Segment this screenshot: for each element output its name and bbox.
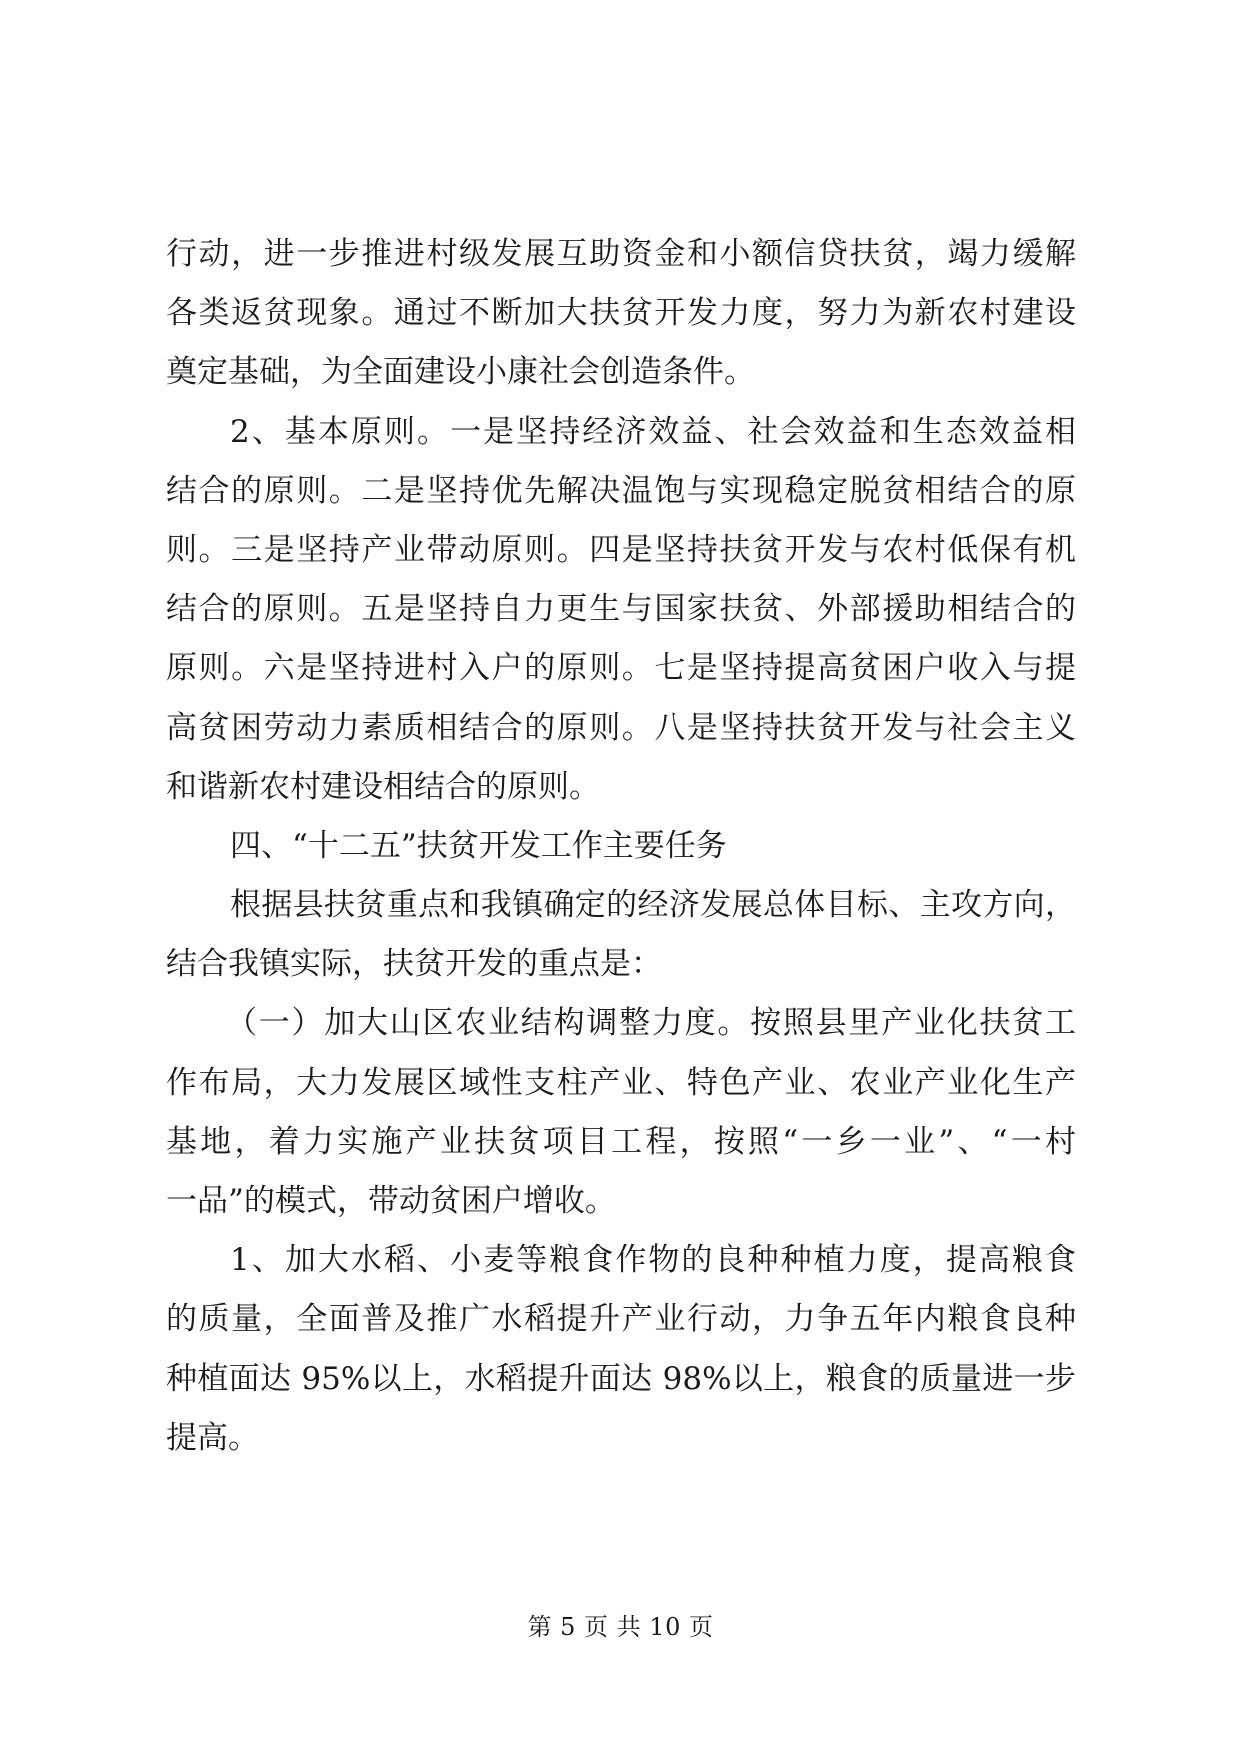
text-line: 奠定基础，为全面建设小康社会创造条件。 — [166, 354, 755, 391]
text-line: 基地，着力实施产业扶贫项目工程，按照“一乡一业”、“一村 — [166, 1123, 1076, 1160]
paragraph-start-line: 1、加大水稻、小麦等粮食作物的良种种植力度，提高粮食 — [230, 1242, 1076, 1279]
text-line: 和谐新农村建设相结合的原则。 — [166, 768, 600, 805]
text-line: 高贫困劳动力素质相结合的原则。八是坚持扶贫开发与社会主义 — [166, 709, 1076, 746]
text-line: 的质量，全面普及推广水稻提升产业行动，力争五年内粮食良种 — [166, 1301, 1076, 1338]
text-line: 则。三是坚持产业带动原则。四是坚持扶贫开发与农村低保有机 — [166, 531, 1076, 568]
page-number-footer: 第 5 页 共 10 页 — [527, 1613, 714, 1641]
text-line: 一品”的模式，带动贫困户增收。 — [166, 1183, 616, 1219]
paragraph-start-line: 根据县扶贫重点和我镇确定的经济发展总体目标、主攻方向， — [230, 887, 1076, 924]
text-line: 原则。六是坚持进村入户的原则。七是坚持提高贫困户收入与提 — [166, 650, 1076, 687]
text-line: 结合的原则。二是坚持优先解决温饱与实现稳定脱贫相结合的原 — [166, 472, 1076, 509]
section-heading: 四、“十二五”扶贫开发工作主要任务 — [230, 827, 727, 864]
text-line: 各类返贫现象。通过不断加大扶贫开发力度，努力为新农村建设 — [166, 295, 1076, 332]
paragraph-start-line: 2、基本原则。一是坚持经济效益、社会效益和生态效益相 — [230, 413, 1076, 450]
text-line: 提高。 — [166, 1419, 259, 1456]
text-line: 种植面达 95%以上，水稻提升面达 98%以上，粮食的质量进一步 — [166, 1360, 1076, 1397]
text-line: 结合的原则。五是坚持自力更生与国家扶贫、外部援助相结合的 — [166, 591, 1076, 628]
text-line: 行动，进一步推进村级发展互助资金和小额信贷扶贫，竭力缓解 — [166, 236, 1076, 272]
text-line: 结合我镇实际，扶贫开发的重点是： — [166, 946, 662, 983]
subsection-heading-line: （一）加大山区农业结构调整力度。按照县里产业化扶贫工 — [226, 1005, 1076, 1042]
document-body — [166, 225, 1076, 1468]
text-line: 作布局，大力发展区域性支柱产业、特色产业、农业产业化生产 — [166, 1064, 1076, 1101]
